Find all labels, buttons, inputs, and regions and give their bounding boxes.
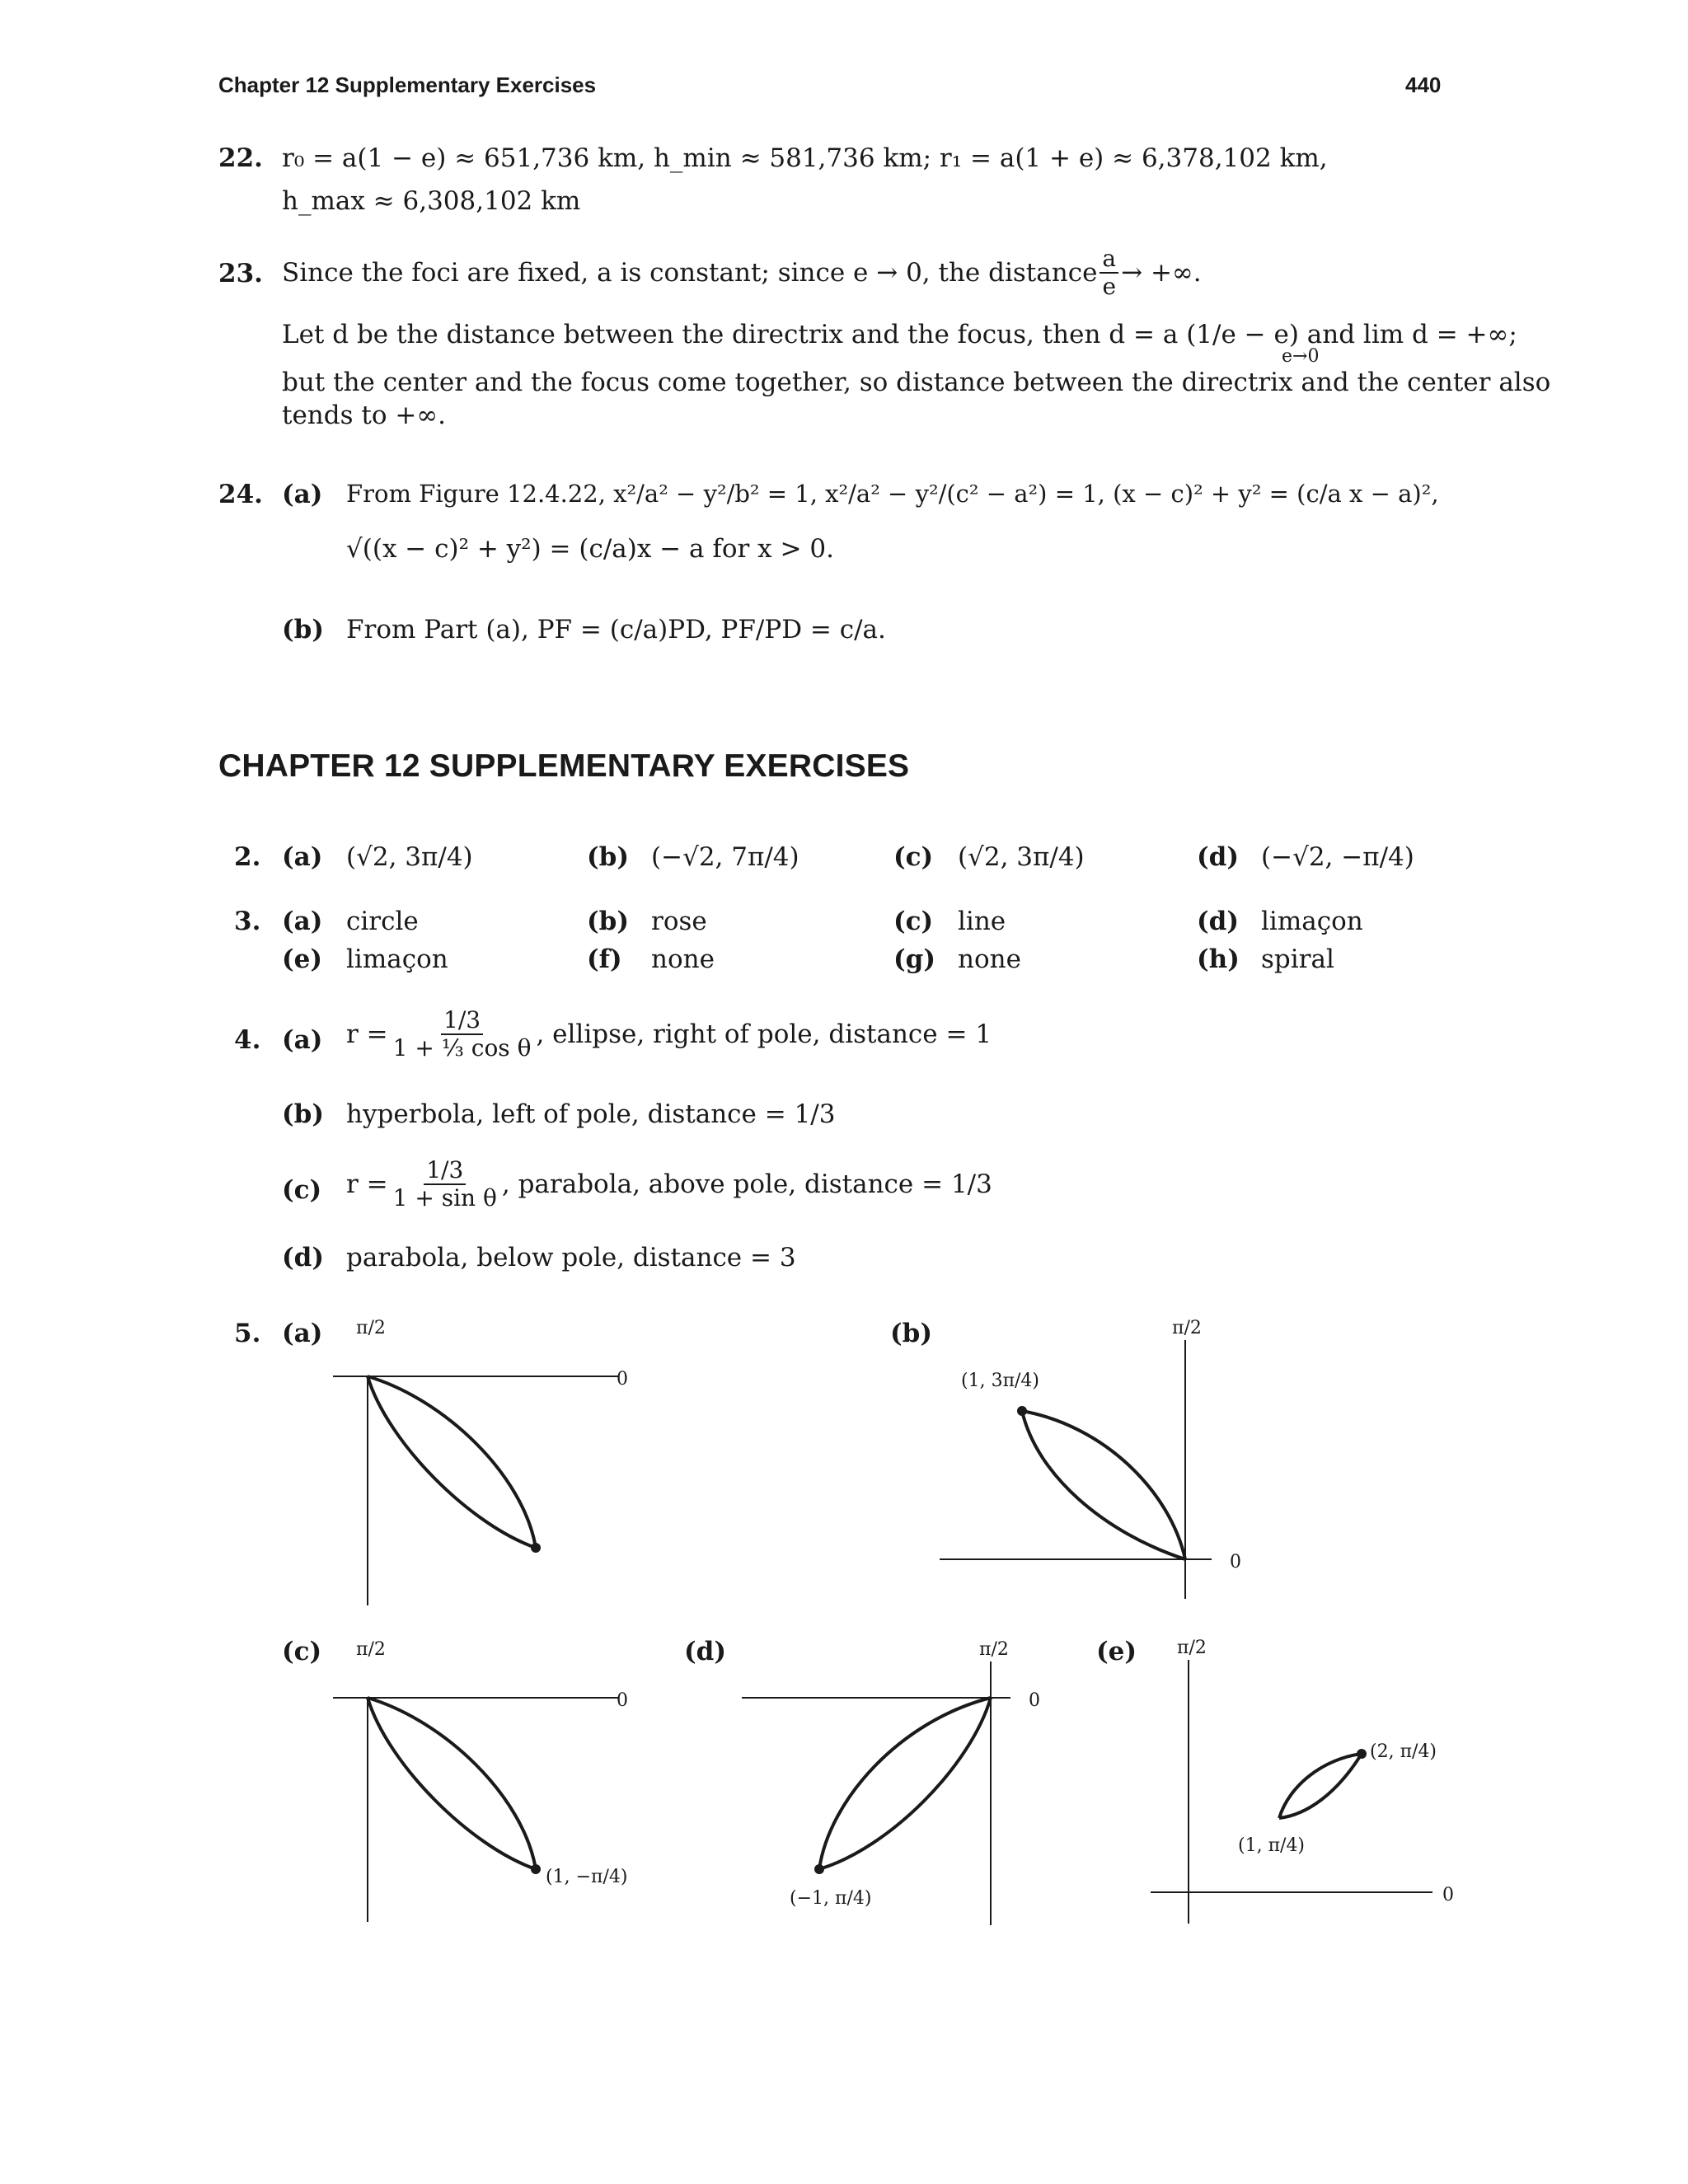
exercise-2a-value: (√2, 3π/4): [346, 842, 473, 872]
graph-c-label: (c): [282, 1637, 322, 1666]
exercise-23-line2-text: Let d be the distance between the directrix and the focus, then d = a: [282, 320, 1179, 349]
exercise-4a-line: [346, 1007, 992, 1062]
exercise-23-line4: tends to +∞.: [282, 401, 447, 430]
curve-upper-arc: [819, 1698, 991, 1869]
exercise-4b-label: (b): [282, 1099, 325, 1129]
exercise-3a-value: circle: [346, 907, 419, 936]
curve-upper-arc: [1022, 1411, 1185, 1559]
exercise-4-number: 4.: [234, 1025, 261, 1055]
exercise-3c-label: (c): [893, 907, 934, 936]
exercise-23-line2-tail: and lim d = +∞;: [1306, 320, 1517, 349]
endpoint-dot: [1017, 1406, 1027, 1416]
exercise-24-number: 24.: [218, 480, 263, 509]
curve-upper-arc: [1279, 1754, 1362, 1818]
endpoint-dot: [531, 1864, 541, 1874]
exercise-3b-value: rose: [651, 907, 707, 936]
exercise-23-line2: [282, 320, 1517, 350]
exercise-4c-text: , parabola, above pole, distance = 1/3: [501, 1169, 992, 1199]
exercise-24a-line1: From Figure 12.4.22, x²/a² − y²/b² = 1, x²/a² − y²/(c² − a²) = 1, (x − c)² + y² = (c/a x − a)²,: [346, 480, 1439, 508]
exercise-3e-value: limaçon: [346, 944, 448, 974]
exercise-3g-value: none: [958, 944, 1021, 974]
polar-graph-d: [725, 1632, 1055, 1961]
axis-label-pi-over-2: π/2: [356, 1318, 386, 1338]
exercise-24b-line: From Part (a), PF = (c/a)PD, PF/PD = c/a.: [346, 615, 886, 644]
exercise-3e-label: (e): [282, 944, 323, 974]
endpoint-dot: [531, 1543, 541, 1553]
exercise-3d-label: (d): [1197, 907, 1240, 936]
axis-label-zero: 0: [617, 1690, 628, 1711]
point-label-outer: (2, π/4): [1370, 1741, 1437, 1762]
section-title: CHAPTER 12 SUPPLEMENTARY EXERCISES: [218, 748, 910, 784]
axis-label-zero: 0: [1442, 1885, 1454, 1905]
polar-graph-e: [1146, 1632, 1475, 1945]
exercise-4b-text: hyperbola, left of pole, distance = 1/3: [346, 1099, 836, 1129]
fraction-denominator: 1 + ⅓ cos θ: [392, 1034, 532, 1062]
exercise-22-number: 22.: [218, 143, 263, 173]
axis-label-pi-over-2: π/2: [1177, 1638, 1207, 1658]
axis-label-pi-over-2: π/2: [979, 1639, 1009, 1660]
fraction-a-over-e: [1100, 246, 1118, 300]
graph-a-label: (a): [282, 1319, 323, 1348]
exercise-2c-label: (c): [893, 842, 934, 872]
exercise-2d-value: (−√2, −π/4): [1261, 842, 1414, 872]
exercise-2d-label: (d): [1197, 842, 1240, 872]
exercise-4a-text: , ellipse, right of pole, distance = 1: [536, 1019, 992, 1049]
exercise-2-number: 2.: [234, 842, 261, 872]
point-label: (1, −π/4): [546, 1867, 628, 1887]
point-label-inner: (1, π/4): [1238, 1835, 1306, 1856]
fraction-numerator: 1/3: [441, 1007, 483, 1035]
axis-label-zero: 0: [617, 1369, 628, 1390]
endpoint-dot: [814, 1864, 824, 1874]
exercise-5-number: 5.: [234, 1319, 261, 1348]
exercise-2b-label: (b): [587, 842, 630, 872]
running-header-title: Chapter 12 Supplementary Exercises: [218, 73, 597, 97]
curve-lower-arc: [819, 1698, 991, 1869]
exercise-4c-line: [346, 1157, 992, 1212]
limit-subscript: e→0: [1282, 346, 1320, 367]
exercise-24a-label: (a): [282, 480, 323, 509]
endpoint-dot-outer: [1357, 1749, 1367, 1759]
point-label: (−1, π/4): [790, 1888, 872, 1909]
exercise-4a-label: (a): [282, 1025, 323, 1055]
exercise-3g-label: (g): [893, 944, 936, 974]
graph-d-label: (d): [684, 1637, 727, 1666]
fraction-numerator: 1/3: [424, 1157, 466, 1185]
exercise-23-line1: [282, 246, 1202, 300]
exercise-2a-label: (a): [282, 842, 323, 872]
polar-graph-b: [931, 1310, 1278, 1615]
curve-lower-arc: [1022, 1411, 1185, 1559]
graph-e-label: (e): [1096, 1637, 1137, 1666]
curve-lower-arc: [368, 1376, 536, 1548]
exercise-24b-label: (b): [282, 615, 325, 644]
exercise-3h-value: spiral: [1261, 944, 1334, 974]
curve-upper-arc: [368, 1376, 536, 1548]
exercise-3f-label: (f): [587, 944, 622, 974]
curve-lower-arc: [1279, 1754, 1362, 1818]
exercise-4a-fraction: [391, 1007, 534, 1062]
exercise-3-number: 3.: [234, 907, 261, 936]
polar-graph-c: [313, 1632, 643, 1961]
exercise-23-line3: but the center and the focus come together, so distance between the directrix and the center also: [282, 368, 1551, 397]
exercise-23-number: 23.: [218, 259, 263, 288]
axis-label-zero: 0: [1029, 1690, 1040, 1711]
curve-upper-arc: [368, 1698, 536, 1869]
polar-graph-a: [313, 1310, 659, 1615]
fraction-denominator: e: [1102, 273, 1117, 301]
exercise-3h-label: (h): [1197, 944, 1240, 974]
exercise-3d-value: limaçon: [1261, 907, 1363, 936]
exercise-3a-label: (a): [282, 907, 323, 936]
axis-label-pi-over-2: π/2: [1172, 1318, 1202, 1338]
axis-label-zero: 0: [1230, 1552, 1241, 1572]
fraction-numerator: a: [1100, 246, 1118, 274]
exercise-23-line1-text: Since the foci are fixed, a is constant; since e → 0, the distance: [282, 257, 1098, 288]
exercise-2b-value: (−√2, 7π/4): [651, 842, 799, 872]
curve-lower-arc: [368, 1698, 536, 1869]
exercise-24a-line2: √((x − c)² + y²) = (c/a)x − a for x > 0.: [346, 534, 834, 564]
fraction-denominator: 1 + sin θ: [392, 1184, 497, 1212]
exercise-22-line1: r₀ = a(1 − e) ≈ 651,736 km, h_min ≈ 581,736 km; r₁ = a(1 + e) ≈ 6,378,102 km,: [282, 143, 1328, 173]
axis-label-pi-over-2: π/2: [356, 1639, 386, 1660]
exercise-3f-value: none: [651, 944, 715, 974]
exercise-23-line2-paren: (1/e − e): [1186, 320, 1299, 349]
exercise-23-line1-tail: → +∞.: [1121, 257, 1202, 288]
exercise-4c-lhs: r =: [346, 1169, 388, 1199]
exercise-3b-label: (b): [587, 907, 630, 936]
exercise-4c-label: (c): [282, 1175, 322, 1205]
exercise-2c-value: (√2, 3π/4): [958, 842, 1085, 872]
graph-b-label: (b): [890, 1319, 933, 1348]
exercise-4d-text: parabola, below pole, distance = 3: [346, 1243, 796, 1272]
exercise-4a-lhs: r =: [346, 1019, 388, 1049]
exercise-22-line2: h_max ≈ 6,308,102 km: [282, 186, 581, 216]
exercise-4d-label: (d): [282, 1243, 325, 1272]
exercise-4c-fraction: [391, 1157, 499, 1212]
exercise-3c-value: line: [958, 907, 1006, 936]
point-label: (1, 3π/4): [961, 1371, 1040, 1391]
page-number: 440: [1405, 73, 1442, 97]
